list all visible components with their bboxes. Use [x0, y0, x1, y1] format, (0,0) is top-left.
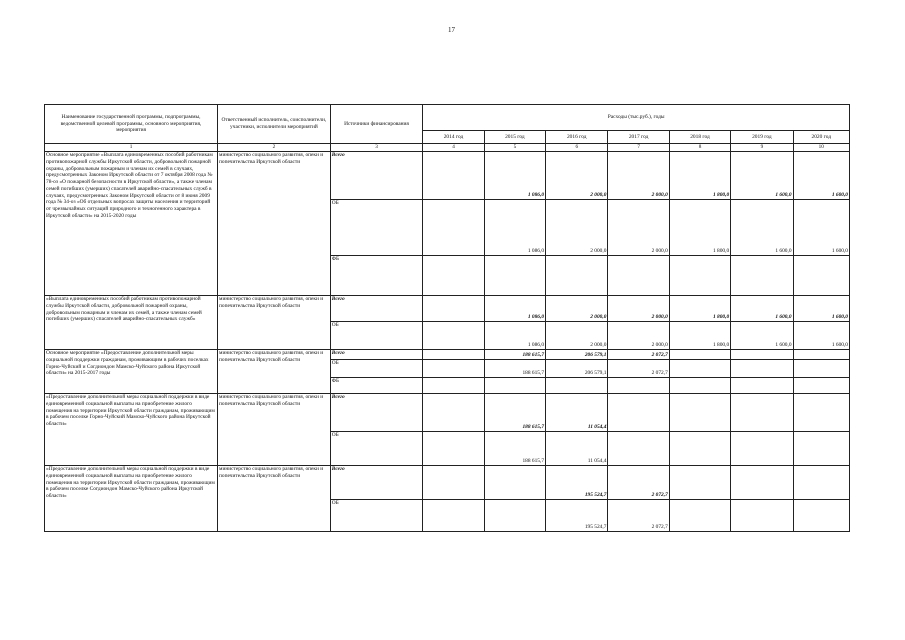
amount-cell — [423, 378, 484, 394]
header-column-index: 10 — [793, 144, 849, 152]
amount-cell — [731, 466, 793, 500]
header-column-index: 2 — [218, 144, 331, 152]
amount-cell — [484, 500, 545, 532]
amount-cell: 1 600,0 — [731, 322, 793, 350]
amount-cell — [793, 350, 849, 360]
amount-cell — [793, 466, 849, 500]
header-expenses: Расходы (тыс.руб.), годы — [423, 105, 850, 131]
amount-cell — [731, 500, 793, 532]
amount-cell: 1 600,0 — [793, 200, 849, 256]
amount-cell: 206 579,1 — [546, 360, 608, 378]
amount-cell: 2 000,0 — [608, 200, 669, 256]
header-column-index: 7 — [608, 144, 669, 152]
amount-cell: 1 086,0 — [484, 296, 545, 322]
amount-cell: 1 600,0 — [731, 152, 793, 200]
amount-cell: 1 800,0 — [669, 296, 730, 322]
funding-source: Всего — [330, 152, 423, 200]
amount-cell — [731, 394, 793, 432]
amount-cell — [423, 394, 484, 432]
funding-source: ОБ — [330, 500, 423, 532]
amount-cell — [423, 256, 484, 296]
amount-cell — [793, 378, 849, 394]
amount-cell — [731, 350, 793, 360]
header-year: 2019 год — [731, 131, 793, 144]
amount-cell — [423, 350, 484, 360]
measure-name: «Предоставление дополнительной меры социальной поддержки в виде единовременной социальной выплаты на приобретение жилого помещения на территории Иркутской области гражданам, проживающим в рабочем поселке Согдиондон Мамско-Чуйского района Иркутской области» — [45, 466, 218, 532]
amount-cell: 1 600,0 — [793, 152, 849, 200]
amount-cell: 2 000,0 — [546, 322, 608, 350]
amount-cell: 2 000,0 — [546, 152, 608, 200]
executor: министерство социального развития, опеки и попечительства Иркутской области — [218, 350, 331, 394]
amount-cell — [423, 152, 484, 200]
header-name: Наименование государственной программы, подпрограммы, ведомственной целевой программы, основного мероприятия, мероприятия — [45, 105, 218, 144]
amount-cell — [423, 360, 484, 378]
amount-cell — [731, 378, 793, 394]
measure-name: «Выплата единовременных пособий работникам противопожарной службы Иркутской области, добровольной пожарной охраны, добровольным пожарным и членам их семей, а также членам семей погибших (умерших) спасателей аварийно-спасательных служб» — [45, 296, 218, 350]
amount-cell: 2 072,7 — [608, 360, 669, 378]
amount-cell: 11 054,4 — [546, 394, 608, 432]
header-column-index: 1 — [45, 144, 218, 152]
amount-cell — [793, 432, 849, 466]
funding-source: ОБ — [330, 322, 423, 350]
funding-source: ОБ — [330, 200, 423, 256]
header-executor: Ответственный исполнитель, соисполнители, участники, исполнители мероприятий — [218, 105, 331, 144]
amount-cell — [484, 378, 545, 394]
amount-cell — [731, 256, 793, 296]
funding-source: Всего — [330, 466, 423, 500]
funding-source: Всего — [330, 394, 423, 432]
amount-cell — [423, 200, 484, 256]
amount-cell: 1 086,0 — [484, 200, 545, 256]
amount-cell — [793, 360, 849, 378]
amount-cell: 11 054,4 — [546, 432, 608, 466]
amount-cell: 1 800,0 — [669, 322, 730, 350]
table-row — [45, 394, 850, 432]
amount-cell — [546, 256, 608, 296]
amount-cell — [608, 378, 669, 394]
header-column-index: 4 — [423, 144, 484, 152]
funding-source: ОБ — [330, 432, 423, 466]
header-year: 2020 год — [793, 131, 849, 144]
amount-cell: 188 615,7 — [484, 394, 545, 432]
header-source: Источники финансирования — [330, 105, 423, 144]
amount-cell — [669, 432, 730, 466]
header-year: 2016 год — [546, 131, 608, 144]
funding-source: ФБ — [330, 256, 423, 296]
amount-cell: 2 000,0 — [608, 152, 669, 200]
amount-cell — [669, 378, 730, 394]
amount-cell — [669, 350, 730, 360]
header-year: 2015 год — [484, 131, 545, 144]
amount-cell: 1 800,0 — [669, 152, 730, 200]
amount-cell — [484, 466, 545, 500]
page-number: 17 — [448, 26, 455, 34]
executor: министерство социального развития, опеки и попечительства Иркутской области — [218, 296, 331, 350]
measure-name: Основное мероприятие «Предоставление дополнительной меры социальной поддержки гражданам, проживающим в рабочих поселках Горно-Чуйский и Согдиондон Мамско-Чуйского района Иркутской области» на 2015-2017 годы — [45, 350, 218, 394]
amount-cell: 2 072,7 — [608, 466, 669, 500]
amount-cell — [669, 394, 730, 432]
table-row — [45, 350, 850, 360]
amount-cell: 188 615,7 — [484, 360, 545, 378]
amount-cell — [793, 394, 849, 432]
amount-cell: 1 600,0 — [731, 296, 793, 322]
measure-name: «Предоставление дополнительной меры социальной поддержки в виде единовременной социальной выплаты на приобретение жилого помещения на территории Иркутской области гражданам, проживающим в рабочем поселке Горно-Чуйский Мамско-Чуйского района Иркутской области» — [45, 394, 218, 466]
amount-cell: 1 600,0 — [793, 322, 849, 350]
funding-source: ФБ — [330, 378, 423, 394]
amount-cell — [423, 466, 484, 500]
amount-cell — [793, 256, 849, 296]
amount-cell — [608, 432, 669, 466]
funding-source: ОБ — [330, 360, 423, 378]
budget-table — [44, 104, 850, 532]
amount-cell: 188 615,7 — [484, 350, 545, 360]
amount-cell — [608, 256, 669, 296]
amount-cell — [669, 256, 730, 296]
header-column-index: 9 — [731, 144, 793, 152]
amount-cell — [669, 500, 730, 532]
amount-cell: 195 524,7 — [546, 466, 608, 500]
header-year: 2018 год — [669, 131, 730, 144]
amount-cell: 206 579,1 — [546, 350, 608, 360]
amount-cell — [546, 378, 608, 394]
header-column-index: 5 — [484, 144, 545, 152]
amount-cell — [423, 500, 484, 532]
amount-cell: 1 600,0 — [731, 200, 793, 256]
amount-cell — [423, 296, 484, 322]
amount-cell — [669, 360, 730, 378]
amount-cell — [731, 360, 793, 378]
amount-cell: 2 072,7 — [608, 500, 669, 532]
header-column-index: 8 — [669, 144, 730, 152]
table-row — [45, 296, 850, 322]
amount-cell — [423, 322, 484, 350]
funding-source: Всего — [330, 296, 423, 322]
executor: министерство социального развития, опеки и попечительства Иркутской области — [218, 152, 331, 296]
header-column-index: 6 — [546, 144, 608, 152]
amount-cell — [793, 500, 849, 532]
amount-cell: 1 086,0 — [484, 152, 545, 200]
amount-cell — [423, 432, 484, 466]
amount-cell: 2 072,7 — [608, 350, 669, 360]
amount-cell: 2 000,0 — [546, 296, 608, 322]
amount-cell: 1 086,0 — [484, 322, 545, 350]
amount-cell: 1 800,0 — [669, 200, 730, 256]
measure-name: Основное мероприятие «Выплата единовременных пособий работникам противопожарной службы Иркутской области, добровольной пожарной охраны, добровольным пожарным и членам их семей в случаях, предусмотренных Законом Иркутской области от 7 октября 2008 года № 78-оз «О пожарной безопасности в Иркутской области», а также членам семей погибших (умерших) спасателей аварийно-спасательных служб в случаях, предусмотренных Законом Иркутской области от 8 июня 2009 года № 34-оз «Об отдельных вопросах защиты населения и территорий от чрезвычайных ситуаций природного и техногенного характера в Иркутской области» на 2015-2020 годы — [45, 152, 218, 296]
table-row — [45, 152, 850, 200]
amount-cell — [484, 256, 545, 296]
header-year: 2014 год — [423, 131, 484, 144]
funding-source: Всего — [330, 350, 423, 360]
amount-cell: 1 600,0 — [793, 296, 849, 322]
amount-cell: 195 524,7 — [546, 500, 608, 532]
amount-cell — [731, 432, 793, 466]
amount-cell: 188 615,7 — [484, 432, 545, 466]
executor: министерство социального развития, опеки и попечительства Иркутской области — [218, 466, 331, 532]
amount-cell: 2 000,0 — [546, 200, 608, 256]
amount-cell: 2 000,0 — [608, 322, 669, 350]
amount-cell: 2 000,0 — [608, 296, 669, 322]
header-column-index: 3 — [330, 144, 423, 152]
table-row — [45, 466, 850, 500]
amount-cell — [669, 466, 730, 500]
amount-cell — [608, 394, 669, 432]
executor: министерство социального развития, опеки и попечительства Иркутской области — [218, 394, 331, 466]
header-year: 2017 год — [608, 131, 669, 144]
